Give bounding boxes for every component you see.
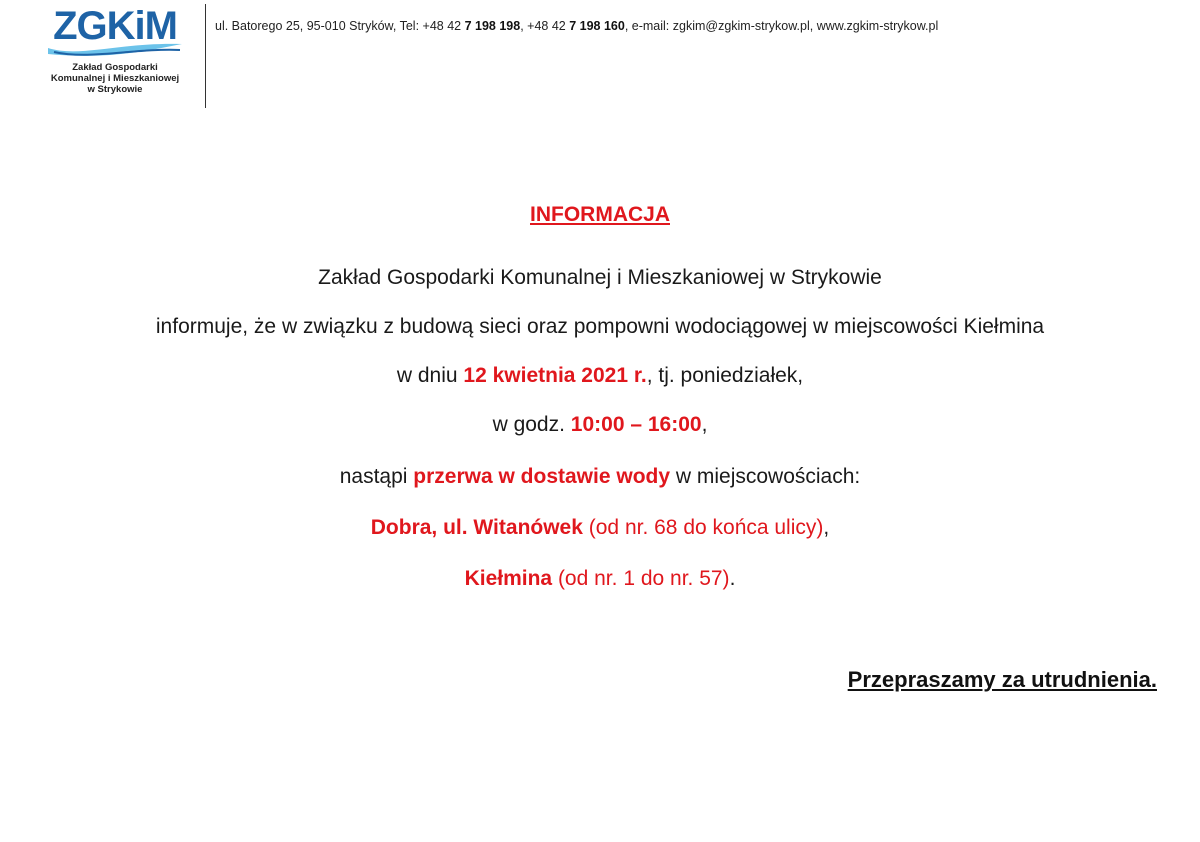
logo-subtitle — [30, 62, 200, 95]
header-divider — [205, 4, 206, 108]
notice-line-issuer: Zakład Gospodarki Komunalnej i Mieszkaniowej w Strykowie — [318, 266, 882, 289]
location-end: . — [729, 567, 736, 590]
location-range: (od nr. 1 do nr. 57) — [552, 567, 730, 590]
zgkim-logo — [30, 4, 200, 104]
notice-line-reason: informuje, że w związku z budową sieci oraz pompowni wodociągowej w miejscowości Kiełmina — [155, 315, 1045, 338]
closing-apology: Przepraszamy za utrudnienia. — [847, 667, 1157, 692]
outage-prefix: nastąpi — [339, 465, 414, 488]
location-kielmina — [0, 566, 1200, 592]
outage-hours: 10:00 – 16:00 — [570, 413, 702, 436]
hours-prefix: w godz. — [492, 413, 571, 436]
notice-line-outage — [0, 464, 1200, 490]
logo-subtitle-line: w Strykowie — [87, 84, 143, 95]
location-name: Dobra, ul. Witanówek — [370, 516, 583, 539]
notice-title: INFORMACJA — [530, 203, 670, 226]
logo-wordmark: ZGKiM — [53, 4, 177, 48]
outage-suffix: w miejscowościach: — [670, 465, 861, 488]
date-suffix: , tj. poniedziałek, — [646, 364, 804, 387]
contact-phone-1: 7 198 198 — [464, 19, 521, 33]
location-end: , — [823, 516, 830, 539]
letterhead — [0, 0, 1200, 110]
contact-email-www: , e-mail: zgkim@zgkim-strykow.pl, www.zgkim-strykow.pl — [624, 19, 939, 33]
notice-line-date — [0, 363, 1200, 389]
contact-address: ul. Batorego 25, 95-010 Stryków, Tel: +48 42 — [215, 19, 465, 33]
location-dobra — [0, 515, 1200, 541]
logo-subtitle-line: Komunalnej i Mieszkaniowej — [50, 73, 180, 84]
hours-suffix: , — [701, 413, 708, 436]
outage-date: 12 kwietnia 2021 r. — [463, 364, 647, 387]
location-range: (od nr. 68 do końca ulicy) — [582, 516, 824, 539]
date-prefix: w dniu — [396, 364, 464, 387]
outage-highlight: przerwa w dostawie wody — [413, 465, 671, 488]
contact-phone-2: 7 198 160 — [569, 19, 625, 33]
notice-line-hours — [0, 412, 1200, 438]
logo-mark — [40, 4, 190, 60]
contact-separator: , +48 42 — [520, 19, 570, 33]
location-name: Kiełmina — [464, 567, 553, 590]
logo-subtitle-line: Zakład Gospodarki — [72, 62, 158, 73]
contact-info — [215, 19, 938, 33]
